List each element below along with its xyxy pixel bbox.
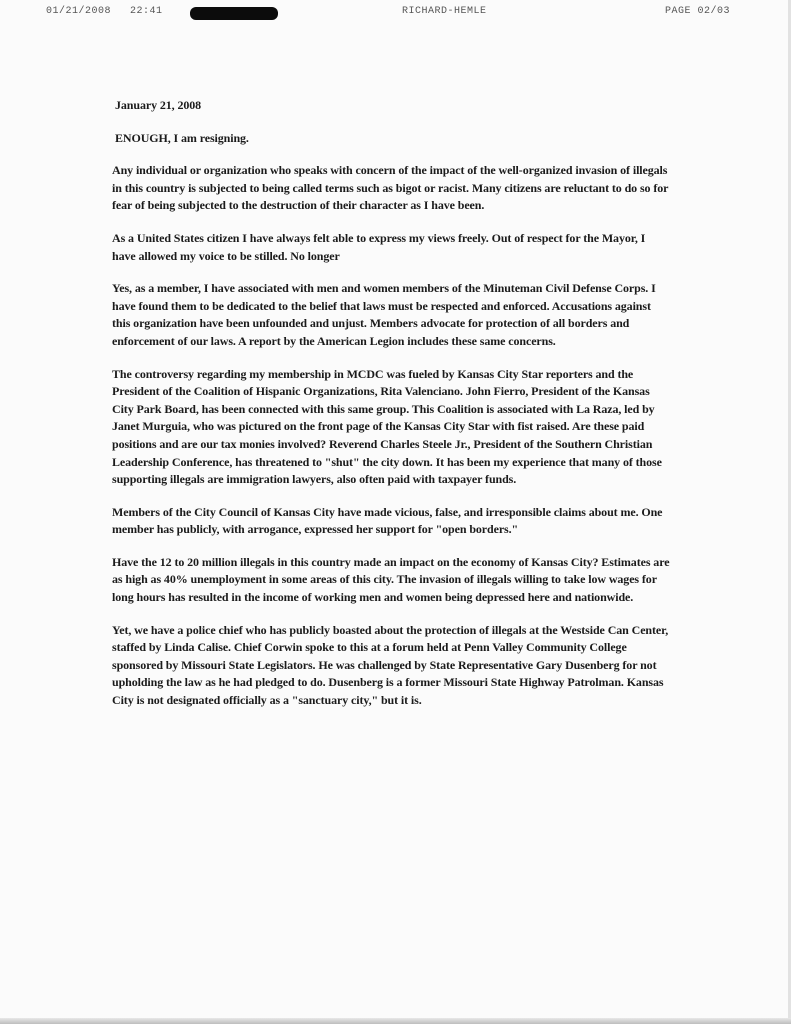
paragraph-4: The controversy regarding my membership in MCDC was fueled by Kansas City Star reporters and the President of the Coalition of Hispanic Organizations, Rita Valenciano. John Fierro, President of the Kansas City Park Board, has been connected with this same group. This Coalition is associated with La Raza, led by Janet Murguia, who was pictured on the front page of the Kansas City Star with fist raised. Are these paid positions and are our tax monies involved? Reverend Charles Steele Jr., President of the Southern Christian Leadership Conference, has threatened to "shut" the city down. It has been my experience that many of those supporting illegals are immigration lawyers, also often paid with taxpayer funds. <box>112 366 662 487</box>
fax-date: 01/21/2008 <box>46 6 112 17</box>
letter-opening: ENOUGH, I am resigning. <box>115 130 249 145</box>
paragraph-5: Members of the City Council of Kansas City have made vicious, false, and irresponsible claims about me. One member has publicly, with arrogance, expressed her support for "open borders." <box>112 504 663 537</box>
letter-body <box>112 93 670 725</box>
fax-page-number: PAGE 02/03 <box>665 6 731 17</box>
paragraph-3: Yes, as a member, I have associated with men and women members of the Minuteman Civil Defense Corps. I have found them to be dedicated to the belief that laws must be respected and enforced. Accusations against this organization have been unfounded and unjust. Members advocate for protection of all borders and enforcement of our laws. A report by the American Legion includes these same concerns. <box>112 281 656 348</box>
fax-header <box>0 4 791 22</box>
paragraph-6: Have the 12 to 20 million illegals in this country made an impact on the economy of Kansas City? Estimates are as high as 40% unemployment in some areas of this city. The invasion of illegals willing to take low wages for long hours has resulted in the income of working men and women being depressed here and nationwide. <box>112 554 670 605</box>
fax-time: 22:41 <box>130 6 163 17</box>
paragraph-2: As a United States citizen I have always felt able to express my views freely. Out of respect for the Mayor, I have allowed my voice to be stilled. No longer <box>112 230 646 263</box>
paragraph-1: Any individual or organization who speaks with concern of the impact of the well-organized invasion of illegals in this country is subjected to being called terms such as bigot or racist. Many citizens are reluctant to do so for fear of being subjected to the destruction of their character as I have been. <box>112 163 669 213</box>
paragraph-7: Yet, we have a police chief who has publicly boasted about the protection of illegals at the Westside Can Center, staffed by Linda Calise. Chief Corwin spoke to this at a forum held at Penn Valley Community College sponsored by Missouri State Legislators. He was challenged by State Representative Gary Dusenberg for not upholding the law as he had pledged to do. Dusenberg is a former Missouri State Highway Patrolman. Kansas City is not designated officially as a "sanctuary city," but it is. <box>112 622 669 708</box>
letter-date: January 21, 2008 <box>115 98 202 112</box>
fax-sender: RICHARD-HEMLE <box>402 6 487 17</box>
page-edge-bottom <box>0 1018 791 1024</box>
redaction-bar <box>190 7 278 20</box>
